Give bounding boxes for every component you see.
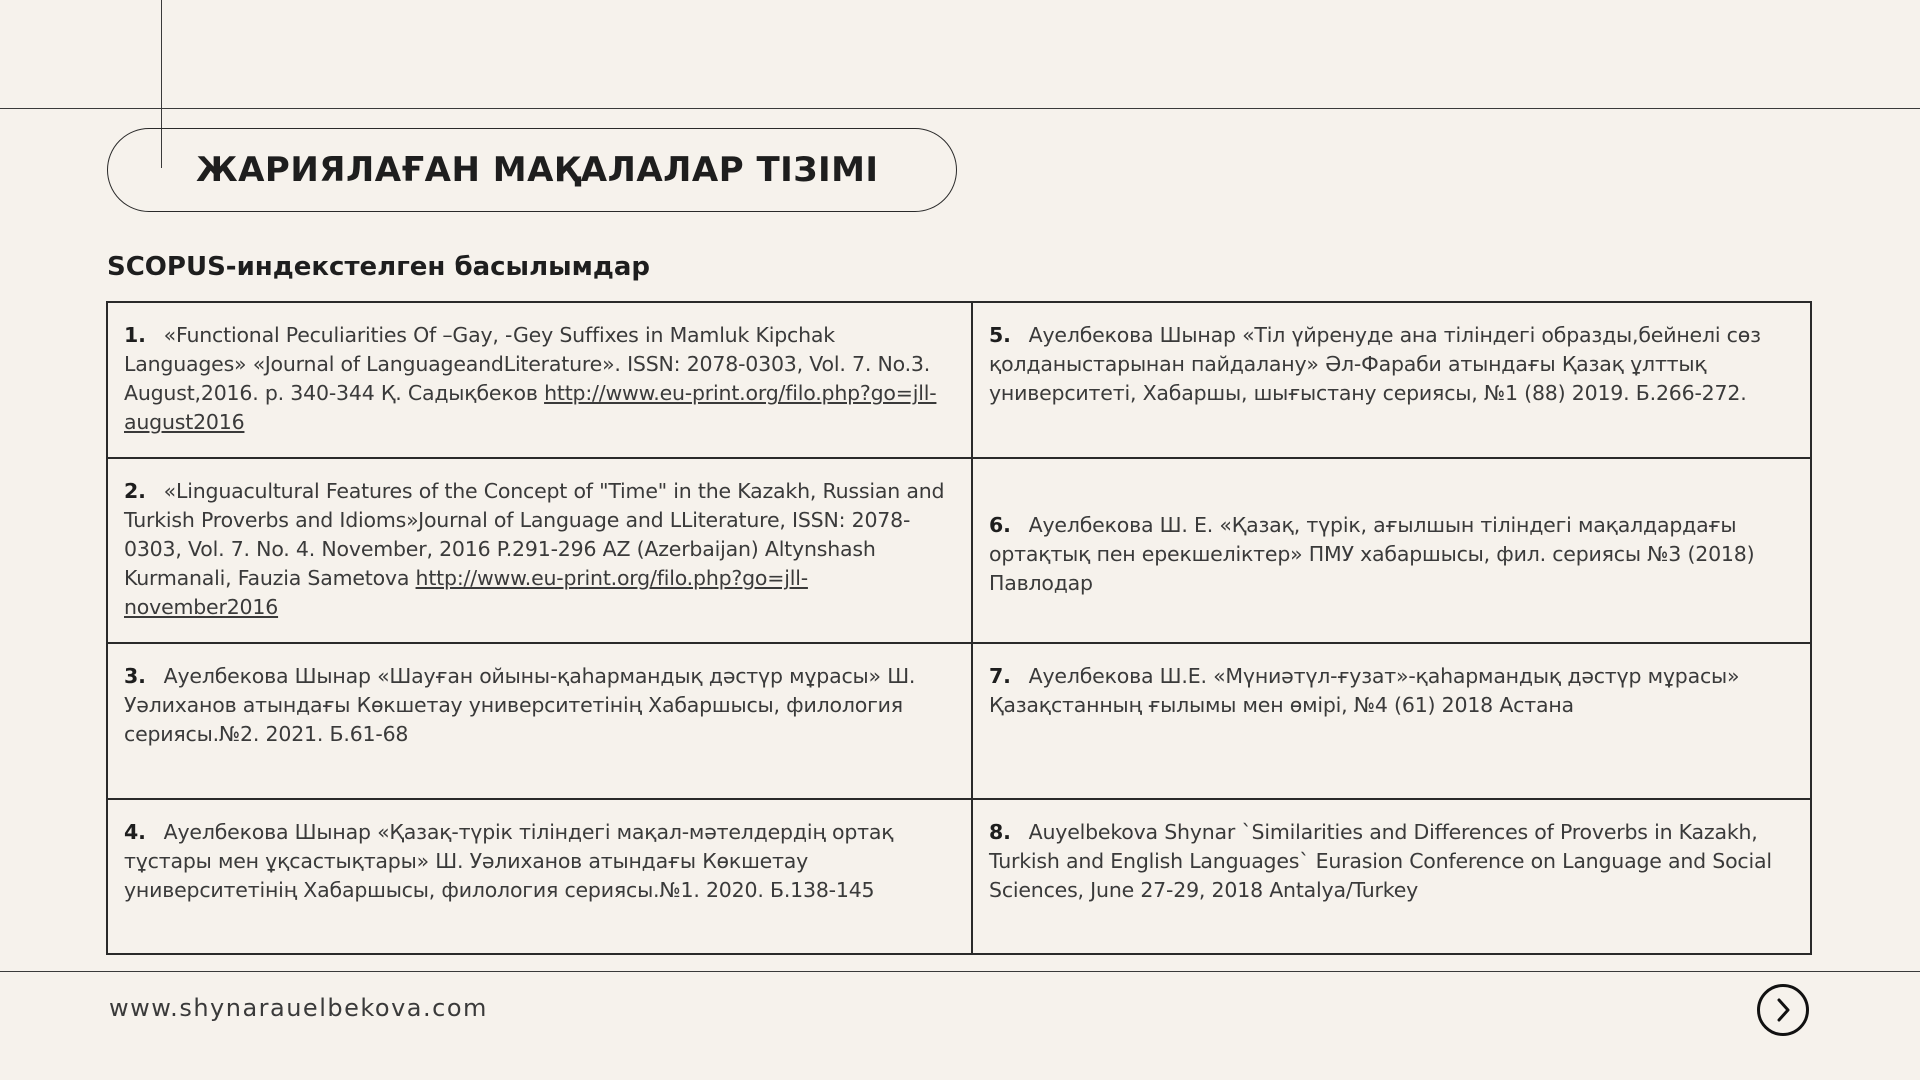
page-title: ЖАРИЯЛАҒАН МАҚАЛАЛАР ТІЗІМІ [196, 150, 879, 190]
publication-number: 6. [989, 513, 1011, 537]
publication-number: 7. [989, 664, 1011, 688]
publication-text: Auyelbekova Shynar `Similarities and Differences of Proverbs in Kazakh, Turkish and English Languages` Eurasion Conference on Language and Social Sciences, June 27-29, 2018 Antalya/Turkey [989, 820, 1772, 902]
publication-item-4 [108, 800, 973, 953]
publication-number: 2. [124, 479, 146, 503]
publication-text: «Functional Peculiarities Of –Gay, -Gey Suffixes in Mamluk Kipchak Languages» «Journal of LanguageandLiterature». ISSN: 2078-0303, Vol. 7. No.3. August,2016. p. 340-344 Қ. Садықбеков [124, 323, 931, 405]
publication-link[interactable]: http://www.eu-print.org/filo.php?go=jll-august2016 [124, 381, 937, 434]
chevron-right-icon [1772, 997, 1794, 1023]
publications-table [106, 301, 1812, 955]
publication-item-3 [108, 644, 973, 800]
publication-number: 4. [124, 820, 146, 844]
website-url: www.shynarauelbekova.com [109, 994, 488, 1022]
publication-text: Ауелбекова Шынар «Қазақ-түрік тіліндегі мақал-мәтелдердің ортақ тұстары мен ұқсастықтары» Ш. Уәлиханов атындағы Көкшетау университетінің Хабаршысы, филология сериясы.№1. 2020. Б.138-145 [124, 820, 894, 902]
publication-text: Ауелбекова Ш. Е. «Қазақ, түрік, ағылшын тіліндегі мақалдардағы ортақтық пен ерекшеліктер» ПМУ хабаршысы, фил. сериясы №3 (2018) Павлодар [989, 513, 1755, 595]
publication-number: 5. [989, 323, 1011, 347]
publication-number: 8. [989, 820, 1011, 844]
publication-number: 3. [124, 664, 146, 688]
publication-item-2 [108, 459, 973, 644]
top-divider [0, 108, 1920, 109]
publication-text: «Linguacultural Features of the Concept of "Time" in the Kazakh, Russian and Turkish Proverbs and Idioms»Journal of Language and LLiterature, ISSN: 2078-0303, Vol. 7. No. 4. November, 2016 P.291-296 AZ (Azerbaijan) Altynshash Kurmanali, Fauzia Sametova [124, 479, 945, 590]
publication-item-6 [973, 459, 1810, 644]
publication-text: Ауелбекова Ш.Е. «Мүниәтүл-ғузат»-қаһармандық дәстүр мұрасы» Қазақстанның ғылымы мен өмірі, №4 (61) 2018 Астана [989, 664, 1740, 717]
title-pill [107, 128, 957, 212]
publication-text: Ауелбекова Шынар «Тіл үйренуде ана тіліндегі образды,бейнелі сөз қолданыстарынан пайдалану» Әл-Фараби атындағы Қазақ ұлттық университеті, Хабаршы, шығыстану сериясы, №1 (88) 2019. Б.266-272. [989, 323, 1761, 405]
publication-item-1 [108, 303, 973, 459]
publication-item-5 [973, 303, 1810, 459]
publication-item-7 [973, 644, 1810, 800]
publication-item-8 [973, 800, 1810, 953]
publication-text: Ауелбекова Шынар «Шауған ойыны-қаһармандық дәстүр мұрасы» Ш. Уәлиханов атындағы Көкшетау университетінің Хабаршысы, филология сериясы.№2. 2021. Б.61-68 [124, 664, 916, 746]
section-subtitle: SCOPUS-индекстелген басылымдар [107, 252, 651, 282]
bottom-divider [0, 971, 1920, 972]
publication-number: 1. [124, 323, 146, 347]
publication-body [989, 511, 1796, 598]
publication-link[interactable]: http://www.eu-print.org/filo.php?go=jll-november2016 [124, 566, 808, 619]
next-button[interactable] [1757, 984, 1809, 1036]
